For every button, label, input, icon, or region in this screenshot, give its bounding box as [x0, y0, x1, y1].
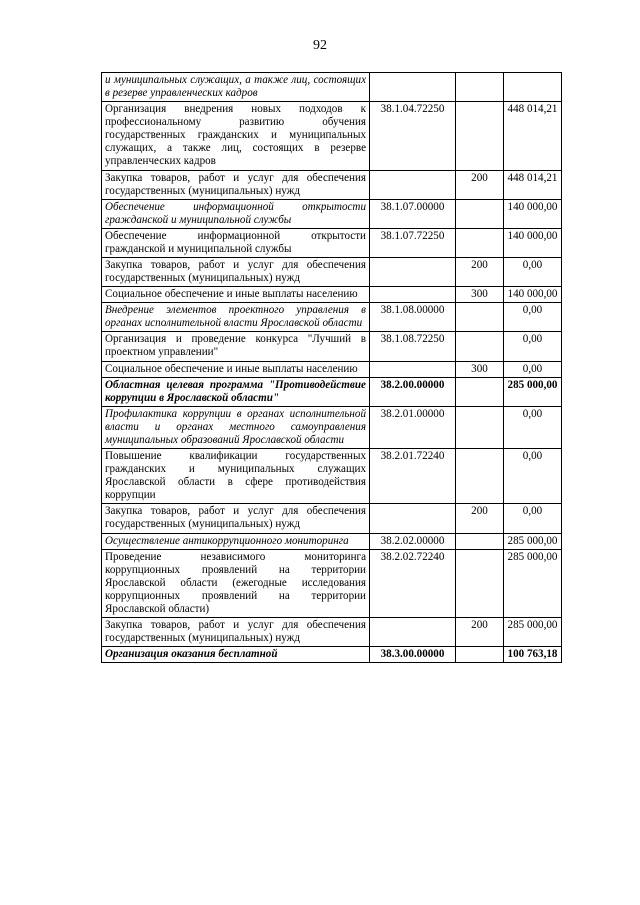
table-row [102, 73, 562, 102]
table-row [102, 287, 562, 303]
row-sum-cell: 448 014,21 [504, 170, 562, 199]
row-type-cell: 200 [456, 170, 504, 199]
table-row [102, 377, 562, 406]
row-code-cell: 38.1.08.00000 [370, 303, 456, 332]
row-sum-cell: 0,00 [504, 332, 562, 361]
row-name-cell: Осуществление антикоррупционного мониторинга [102, 533, 370, 549]
page-number: 92 [313, 38, 327, 53]
table-row [102, 102, 562, 170]
row-code-cell: 38.3.00.00000 [370, 647, 456, 663]
row-sum-cell: 140 000,00 [504, 287, 562, 303]
row-type-cell: 200 [456, 258, 504, 287]
row-type-cell [456, 73, 504, 102]
row-sum-cell: 285 000,00 [504, 617, 562, 646]
row-sum-cell: 140 000,00 [504, 199, 562, 228]
row-name-cell: Внедрение элементов проектного управления в органах исполнительной власти Ярославской области [102, 303, 370, 332]
row-sum-cell: 0,00 [504, 406, 562, 448]
row-name-cell: Профилактика коррупции в органах исполнительной власти и органах местного самоуправления муниципальных образований Ярославской области [102, 406, 370, 448]
row-code-cell: 38.1.07.72250 [370, 228, 456, 257]
row-code-cell: 38.2.01.72240 [370, 449, 456, 504]
table-row [102, 361, 562, 377]
row-type-cell: 200 [456, 617, 504, 646]
row-type-cell [456, 647, 504, 663]
row-code-cell [370, 504, 456, 533]
row-name-cell: Закупка товаров, работ и услуг для обеспечения государственных (муниципальных) нужд [102, 258, 370, 287]
row-sum-cell: 140 000,00 [504, 228, 562, 257]
table-row [102, 332, 562, 361]
table-row [102, 647, 562, 663]
row-sum-cell: 448 014,21 [504, 102, 562, 170]
row-type-cell [456, 332, 504, 361]
row-sum-cell: 0,00 [504, 258, 562, 287]
table-row [102, 170, 562, 199]
row-sum-cell: 285 000,00 [504, 533, 562, 549]
row-type-cell: 300 [456, 287, 504, 303]
row-code-cell: 38.2.02.00000 [370, 533, 456, 549]
row-code-cell [370, 170, 456, 199]
table-row [102, 449, 562, 504]
table-row [102, 199, 562, 228]
row-name-cell: Повышение квалификации государственных гражданских и муниципальных служащих Ярославской области в сфере противодействия коррупции [102, 449, 370, 504]
row-code-cell [370, 617, 456, 646]
row-type-cell [456, 303, 504, 332]
row-name-cell: Закупка товаров, работ и услуг для обеспечения государственных (муниципальных) нужд [102, 504, 370, 533]
row-code-cell: 38.1.08.72250 [370, 332, 456, 361]
budget-table-body [102, 73, 562, 663]
table-row [102, 549, 562, 617]
row-sum-cell [504, 73, 562, 102]
row-code-cell: 38.2.01.00000 [370, 406, 456, 448]
row-sum-cell: 0,00 [504, 504, 562, 533]
row-name-cell: Обеспечение информационной открытости гражданской и муниципальной службы [102, 228, 370, 257]
row-type-cell: 200 [456, 504, 504, 533]
row-sum-cell: 285 000,00 [504, 549, 562, 617]
row-code-cell: 38.2.00.00000 [370, 377, 456, 406]
row-code-cell: 38.1.04.72250 [370, 102, 456, 170]
row-sum-cell: 0,00 [504, 449, 562, 504]
row-type-cell: 300 [456, 361, 504, 377]
row-code-cell [370, 73, 456, 102]
table-row [102, 303, 562, 332]
table-row [102, 228, 562, 257]
row-name-cell: Закупка товаров, работ и услуг для обеспечения государственных (муниципальных) нужд [102, 617, 370, 646]
row-type-cell [456, 102, 504, 170]
table-row [102, 617, 562, 646]
row-sum-cell: 0,00 [504, 361, 562, 377]
row-type-cell [456, 533, 504, 549]
table-row [102, 533, 562, 549]
row-type-cell [456, 228, 504, 257]
row-type-cell [456, 377, 504, 406]
budget-table [101, 72, 562, 663]
row-name-cell: Организация внедрения новых подходов к профессиональному развитию обучения государственных гражданских и муниципальных служащих, а также лиц, состоящих в резерве управленческих кадров [102, 102, 370, 170]
row-sum-cell: 100 763,18 [504, 647, 562, 663]
row-code-cell: 38.1.07.00000 [370, 199, 456, 228]
table-row [102, 406, 562, 448]
row-type-cell [456, 406, 504, 448]
row-name-cell: Социальное обеспечение и иные выплаты населению [102, 361, 370, 377]
row-name-cell: Организация и проведение конкурса "Лучший в проектном управлении" [102, 332, 370, 361]
row-sum-cell: 285 000,00 [504, 377, 562, 406]
table-row [102, 258, 562, 287]
row-code-cell [370, 287, 456, 303]
row-type-cell [456, 199, 504, 228]
row-name-cell: и муниципальных служащих, а также лиц, состоящих в резерве управленческих кадров [102, 73, 370, 102]
row-name-cell: Организация оказания бесплатной [102, 647, 370, 663]
row-name-cell: Обеспечение информационной открытости гражданской и муниципальной службы [102, 199, 370, 228]
row-code-cell: 38.2.02.72240 [370, 549, 456, 617]
row-code-cell [370, 361, 456, 377]
row-type-cell [456, 449, 504, 504]
row-name-cell: Социальное обеспечение и иные выплаты населению [102, 287, 370, 303]
row-name-cell: Проведение независимого мониторинга коррупционных проявлений на территории Ярославской области (ежегодные исследования коррупционных проявлений на территории Ярославской области) [102, 549, 370, 617]
row-name-cell: Закупка товаров, работ и услуг для обеспечения государственных (муниципальных) нужд [102, 170, 370, 199]
row-type-cell [456, 549, 504, 617]
row-name-cell: Областная целевая программа "Противодействие коррупции в Ярославской области" [102, 377, 370, 406]
row-sum-cell: 0,00 [504, 303, 562, 332]
row-code-cell [370, 258, 456, 287]
table-row [102, 504, 562, 533]
